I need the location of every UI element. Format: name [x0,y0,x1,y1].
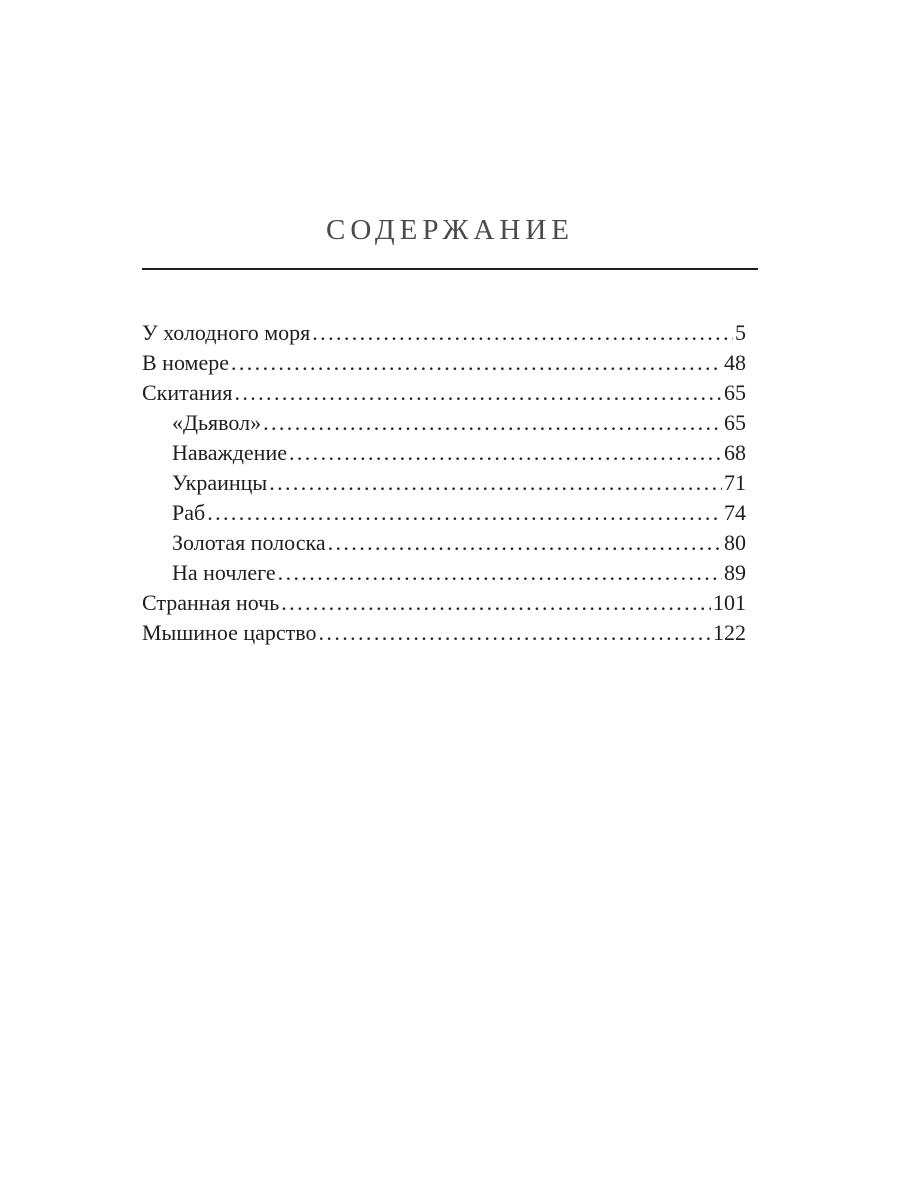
toc-entry-title: Скитания [142,380,233,405]
toc-page-number: 65 [724,380,746,405]
toc-entry-title: У холодного моря [142,320,311,345]
dot-leader [207,498,722,528]
toc-page-number: 68 [724,440,746,465]
toc-page-number: 101 [713,590,746,615]
toc-subentry-navazhdenie [142,438,746,468]
table-of-contents [142,318,746,648]
toc-entry-title: Мышиное царство [142,620,317,645]
dot-leader [263,408,722,438]
toc-entry-title: Раб [172,500,206,525]
page-title: СОДЕРЖАНИЕ [326,214,574,246]
toc-page-number: 71 [724,470,746,495]
toc-page-number: 5 [735,320,746,345]
toc-entry-u-kholodnogo-morya [142,318,746,348]
toc-entry-skitaniya [142,378,746,408]
toc-subentry-na-nochlege [142,558,746,588]
dot-leader [269,468,722,498]
toc-page-number: 89 [724,560,746,585]
toc-page-number: 80 [724,530,746,555]
dot-leader [278,558,722,588]
toc-page-number: 74 [724,500,746,525]
dot-leader [281,588,711,618]
toc-subentry-rab [142,498,746,528]
dot-leader [289,438,722,468]
toc-entry-myshinoe-tsarstvo [142,618,746,648]
dot-leader [319,618,711,648]
toc-subentry-zolotaya-poloska [142,528,746,558]
toc-entry-title: Золотая полоска [172,530,326,555]
dot-leader [312,318,733,348]
dot-leader [231,348,722,378]
toc-page-number: 48 [724,350,746,375]
dot-leader [328,528,722,558]
toc-entry-title: Украинцы [172,470,268,495]
toc-page-number: 122 [713,620,746,645]
toc-entry-title: «Дьявол» [172,410,262,435]
toc-entry-strannaya-noch [142,588,746,618]
toc-entry-title: Странная ночь [142,590,280,615]
toc-entry-title: На ночлеге [172,560,276,585]
toc-entry-title: В номере [142,350,229,375]
toc-subentry-ukraintsy [142,468,746,498]
toc-page-number: 65 [724,410,746,435]
dot-leader [234,378,722,408]
title-divider [142,268,758,270]
toc-entry-v-nomere [142,348,746,378]
toc-entry-title: Наваждение [172,440,287,465]
toc-subentry-dyavol [142,408,746,438]
